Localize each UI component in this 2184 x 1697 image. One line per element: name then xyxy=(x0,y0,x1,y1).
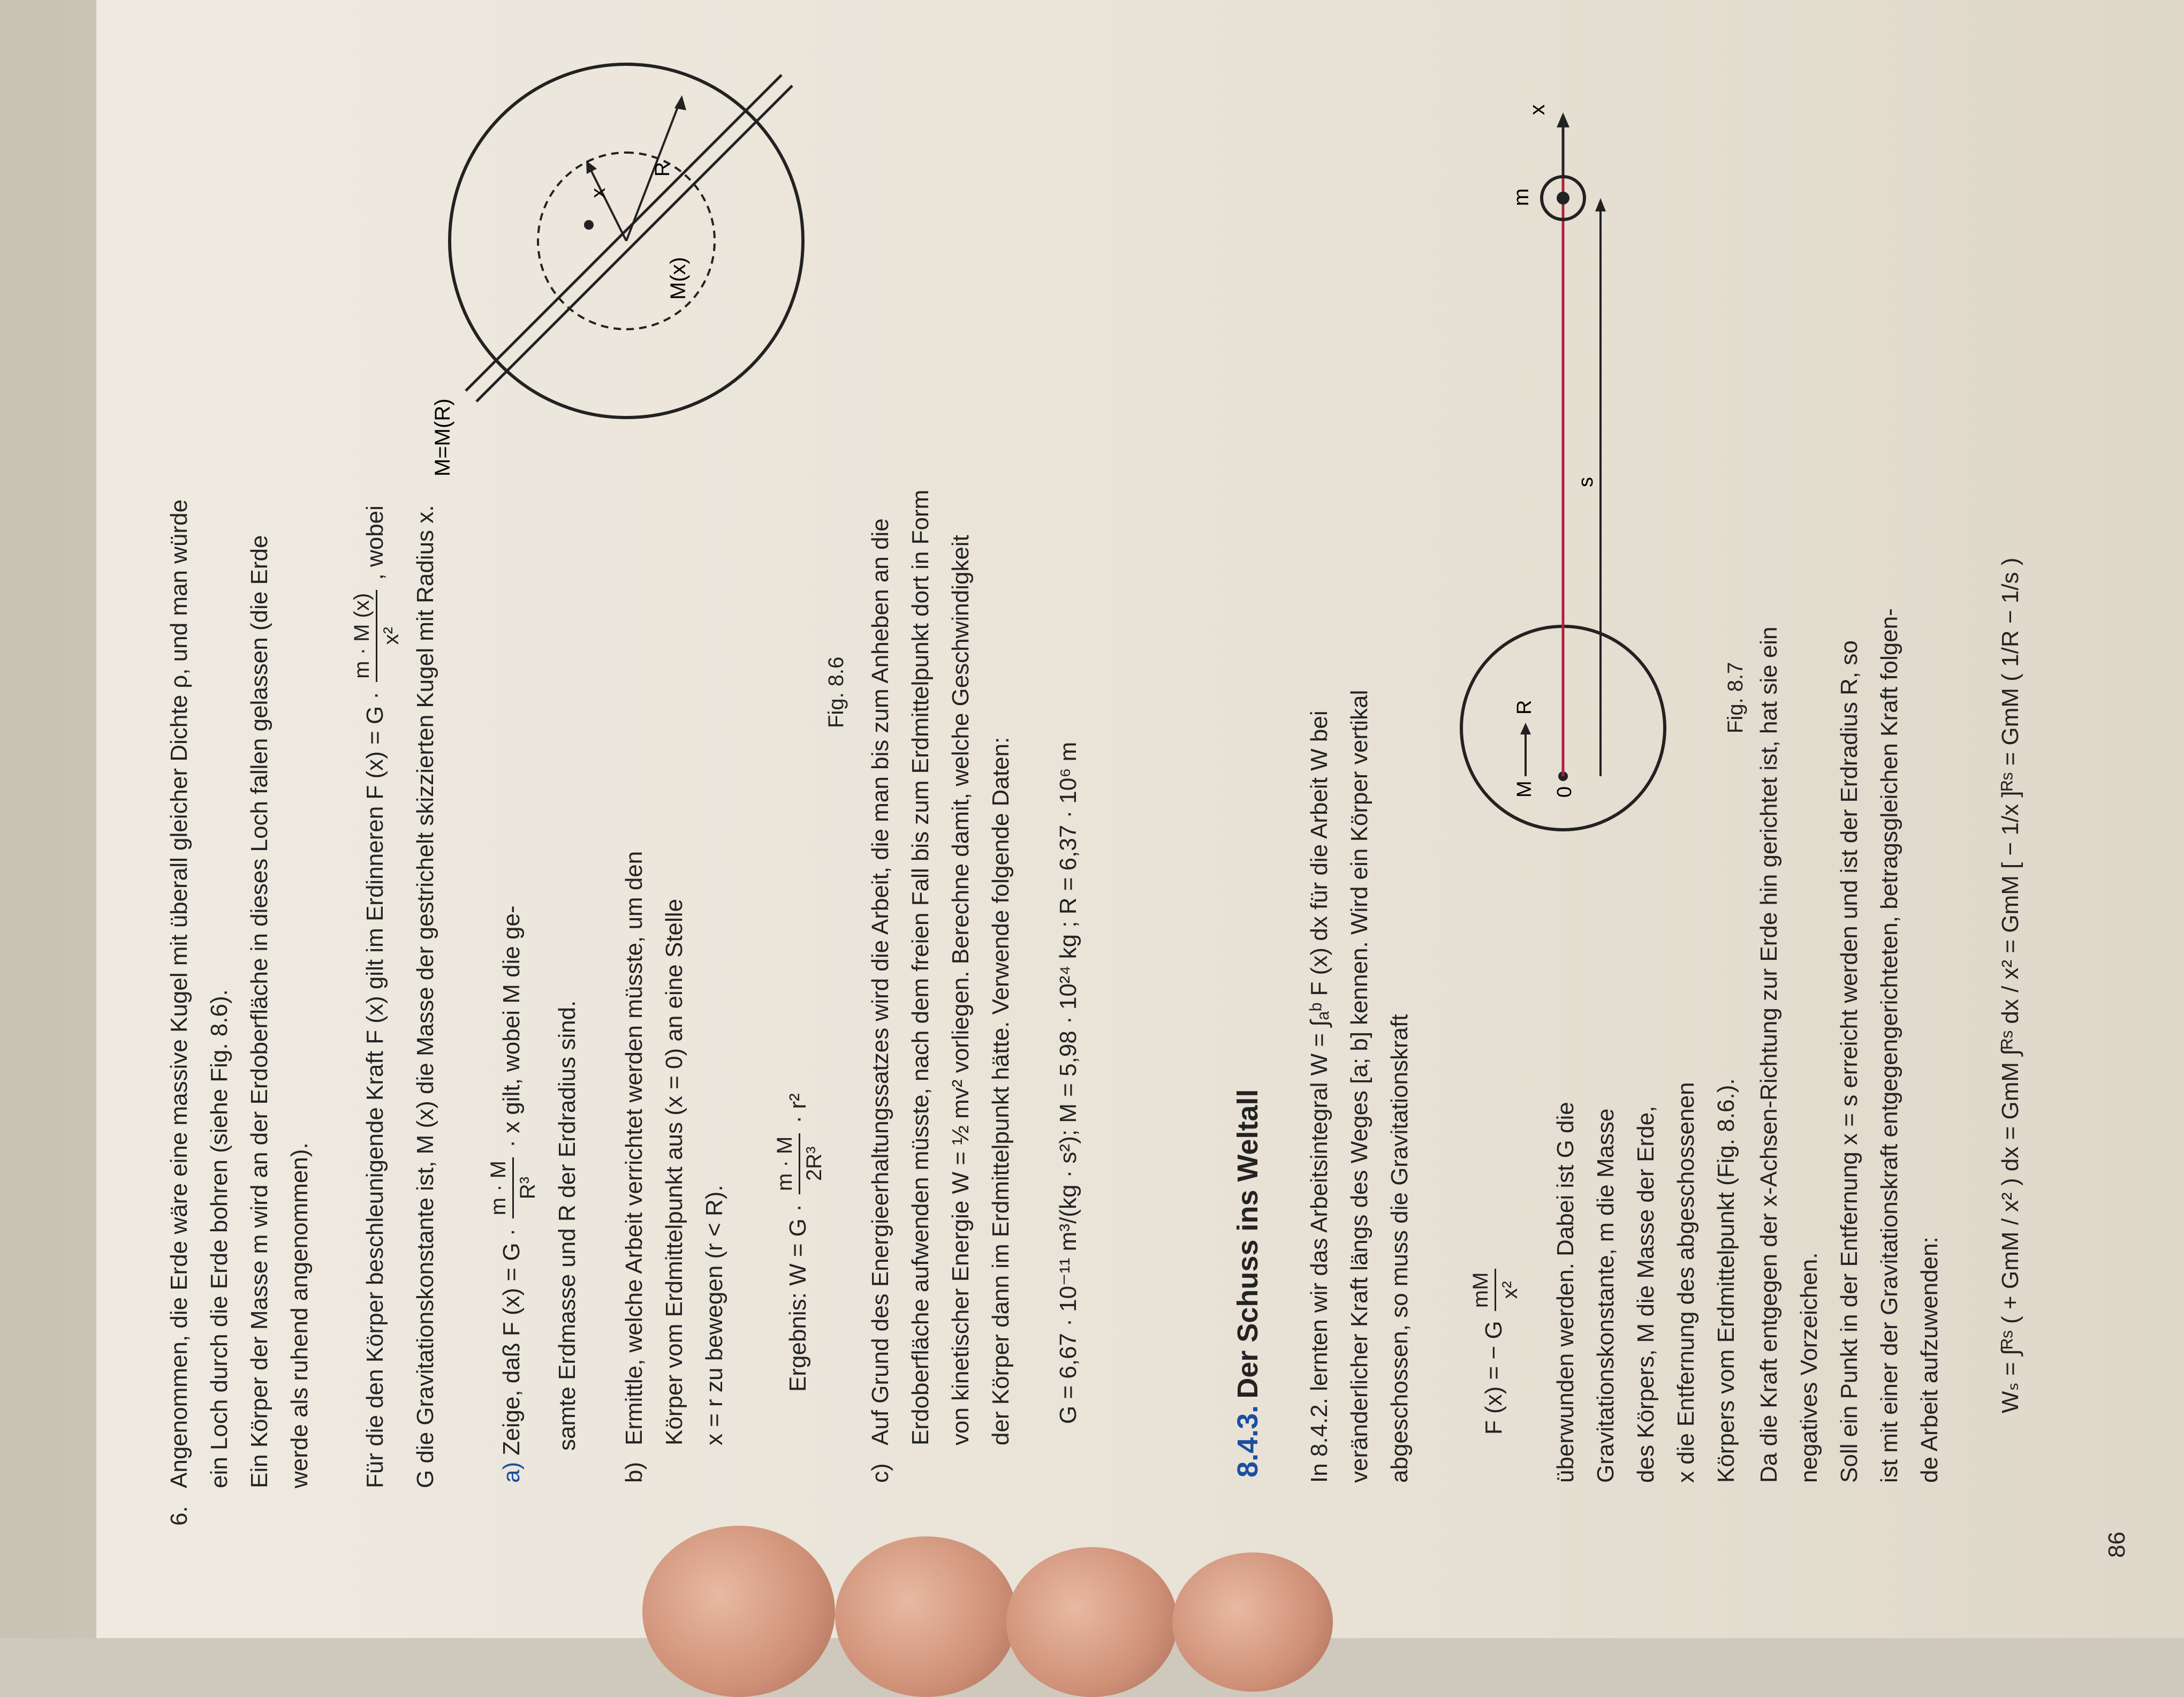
result-prefix: Ergebnis: W = G · xyxy=(785,1204,812,1392)
item-a-line-2: samte Erdmasse und R der Erdradius sind. xyxy=(554,1000,580,1451)
item-b-line-3: x = r zu bewegen (r < R). xyxy=(701,1185,727,1445)
section-intro-line-3: abgeschossen, so muss die Gravitationskraft xyxy=(1386,1014,1413,1483)
force-fraction-numerator: m · M (x) xyxy=(348,590,377,682)
full-line-1: Da die Kraft entgegen der x-Achsen-Richtung zur Erde hin gerichtet ist, hat sie ein xyxy=(1756,626,1782,1483)
fig-8-6-caption: Fig. 8.6 xyxy=(824,656,848,728)
item-a-label: a) xyxy=(498,1461,525,1483)
item-c-line-2: Erdoberfläche aufwenden müsste, nach dem freien Fall bis zum Erdmittelpunkt dort in Form xyxy=(907,489,934,1445)
label-M-equals-MR: M=M(R) xyxy=(431,398,454,476)
force-definition-line xyxy=(348,505,405,1488)
item-c-line-1: Auf Grund des Energieerhaltungssatzes wird die Arbeit, die man bis zum Anheben an die xyxy=(867,518,893,1445)
result-suffix: · r² xyxy=(785,1093,812,1124)
item-c-label: c) xyxy=(867,1463,893,1483)
item-a-suffix: · x gilt, wobei M die ge- xyxy=(498,905,525,1148)
label-R-87: R xyxy=(1513,700,1536,715)
result-fraction xyxy=(771,1133,828,1194)
R-marker-arrowhead xyxy=(1520,723,1531,734)
force-fraction-denominator: x² xyxy=(380,627,403,645)
item-b-line-2: Körper vom Erdmittelpunkt aus (x = 0) an eine Stelle xyxy=(661,898,687,1445)
work-formula: Wₛ = ∫ᴿˢ ( + GmM / x² ) dx = GmM ∫ᴿˢ dx / x² = GmM [ − 1/x ]ᴿˢ = GmM ( 1/R − 1/s ) xyxy=(1997,557,2023,1413)
data-line: G = 6,67 · 10⁻¹¹ m³/(kg · s²); M = 5,98 · 10²⁴ kg ; R = 6,37 · 10⁶ m xyxy=(1055,741,1081,1424)
book-page xyxy=(96,0,2184,1638)
fingertip-1 xyxy=(642,1526,835,1697)
body-line-5: Körpers vom Erdmittelpunkt (Fig. 8.6.). xyxy=(1713,1078,1739,1483)
item-b-label: b) xyxy=(621,1461,647,1483)
body-center xyxy=(1557,192,1569,204)
item-a xyxy=(484,905,542,1483)
body-line-2: Gravitationskonstante, m die Masse xyxy=(1592,1108,1619,1483)
section-title: Der Schuss ins Weltall xyxy=(1232,1089,1264,1399)
gravity-force-formula xyxy=(1467,1266,1524,1435)
hole-edge-2 xyxy=(466,75,782,391)
body-line-4: x die Entfernung des abgeschossenen xyxy=(1673,1082,1699,1483)
R-arrowhead xyxy=(674,95,686,110)
formula-denominator: x² xyxy=(1498,1281,1522,1299)
fingertip-3 xyxy=(1006,1547,1178,1697)
hole-edge-1 xyxy=(476,86,792,401)
result-denominator: 2R³ xyxy=(802,1146,826,1181)
label-M-87: M xyxy=(1513,781,1536,798)
result-numerator: m · M xyxy=(771,1133,800,1194)
formula-numerator: mM xyxy=(1467,1269,1496,1311)
falling-body-dot xyxy=(584,220,594,230)
full-line-2: negatives Vorzeichen. xyxy=(1796,1252,1822,1483)
label-R: R xyxy=(651,162,674,177)
full-line-3: Soll ein Punkt in der Entfernung x = s erreicht werden und ist der Erdradius R, so xyxy=(1836,640,1862,1483)
fig-8-7-caption: Fig. 8.7 xyxy=(1724,662,1747,733)
force-line-suffix: , wobei xyxy=(362,505,389,580)
page-number: 86 xyxy=(2104,1532,2130,1558)
label-x: x xyxy=(587,188,610,198)
s-arrowhead xyxy=(1595,198,1606,211)
figure-8-6 xyxy=(428,37,846,476)
label-Mx: M(x) xyxy=(666,257,690,300)
item-a-numerator: m · M xyxy=(484,1157,514,1218)
section-intro-line-1: In 8.4.2. lernten wir das Arbeitsintegral W = ∫ₐᵇ F (x) dx für die Arbeit W bei xyxy=(1306,710,1332,1483)
result-line xyxy=(771,1093,828,1392)
problem-intro-line-3: Ein Körper der Masse m wird an der Erdoberfläche in dieses Loch fallen gelassen (die Erde xyxy=(246,535,272,1488)
body-line-3: des Körpers, M die Masse der Erde, xyxy=(1633,1105,1659,1483)
section-heading xyxy=(1231,1089,1264,1478)
label-m: m xyxy=(1510,188,1533,206)
full-line-5: de Arbeit aufzuwenden: xyxy=(1916,1237,1943,1483)
body-line-1: überwunden werden. Dabei ist G die xyxy=(1552,1102,1579,1483)
problem-intro-line-2: ein Loch durch die Erde bohren (siehe Fig. 8.6). xyxy=(206,989,232,1488)
item-c-line-3: von kinetischer Energie W = ½ mv² vorliegen. Berechne damit, welche Geschwindigkeit xyxy=(947,535,974,1445)
formula-fraction xyxy=(1467,1269,1524,1311)
item-a-fraction xyxy=(484,1157,542,1218)
item-c-line-4: der Körper dann im Erdmittelpunkt hätte. Verwende folgende Daten: xyxy=(988,737,1014,1445)
fingertip-4 xyxy=(1172,1552,1333,1692)
problem-intro-line-1: Angenommen, die Erde wäre eine massive Kugel mit überall gleicher Dichte ρ, und man würde xyxy=(166,499,192,1488)
fingertip-2 xyxy=(835,1536,1017,1697)
section-intro-line-2: veränderlicher Kraft längs des Weges [a; b] kennen. Wird ein Körper vertikal xyxy=(1346,690,1372,1483)
item-a-prefix: Zeige, daß F (x) = G · xyxy=(498,1228,525,1456)
label-x-87: x xyxy=(1526,104,1549,115)
force-line-prefix: Für die den Körper beschleunigende Kraft F (x) gilt im Erdinneren F (x) = G · xyxy=(362,691,389,1488)
item-b-line-1: Ermittle, welche Arbeit verrichtet werden müsste, um den xyxy=(621,851,647,1445)
problem-intro-line-4: werde als ruhend angenommen). xyxy=(286,1142,313,1488)
label-s: s xyxy=(1575,477,1597,487)
label-0: 0 xyxy=(1553,786,1576,798)
gravity-constant-line: G die Gravitationskonstante ist, M (x) die Masse der gestrichelt skizzierten Kugel mit Radius x. xyxy=(412,505,438,1488)
x-arrow xyxy=(589,166,626,241)
full-line-4: ist mit einer der Gravitationskraft entgegengerichteten, betragsgleichen Kraft folgen- xyxy=(1876,608,1902,1483)
force-fraction xyxy=(348,590,405,682)
formula-prefix: F (x) = − G xyxy=(1481,1321,1507,1435)
figure-8-7 xyxy=(1424,86,1724,862)
item-a-denominator: R³ xyxy=(516,1176,540,1200)
problem-number: 6. xyxy=(166,1506,192,1526)
x-axis-arrowhead xyxy=(1557,112,1569,127)
section-number: 8.4.3. xyxy=(1232,1405,1264,1478)
